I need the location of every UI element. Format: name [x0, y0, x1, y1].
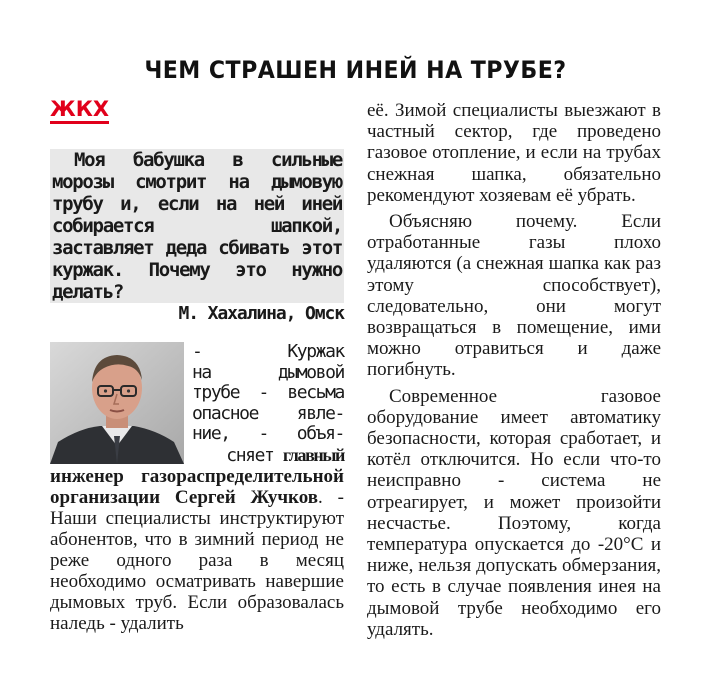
- answer-paragraph-2: Объясняю почему. Если отработанные газы плохо удаляются (а снежная шапка как раз этому способствует), следовательно, они могут возвращаться в помещение, ими можно отравиться и даже погибнуть.: [367, 211, 661, 381]
- right-column: [367, 100, 661, 645]
- answer-intro-line: [192, 445, 344, 467]
- reader-question: Моя бабушка в сильные морозы смотрит на дымовую трубу и, если на ней иней собирается шапкой, заставляет деда сбивать этот куржак. Почему это нужно делать?: [52, 149, 342, 303]
- answer-intro-line: на дымовой: [192, 361, 344, 383]
- answer-intro-line: - Куржак: [192, 341, 344, 362]
- answer-intro: [192, 342, 344, 466]
- question-author: М. Хахалина, Омск: [178, 303, 344, 324]
- rubric-label: ЖКХ: [50, 99, 109, 124]
- answer-intro-tail: сняет: [226, 444, 274, 466]
- answer-body: [50, 466, 344, 634]
- answer-intro-line: опасное явле-: [192, 402, 344, 424]
- headline: ЧЕМ СТРАШЕН ИНЕЙ НА ТРУБЕ?: [144, 56, 567, 84]
- expert-title: инженер газораспределительной организации Сергей Жучков: [50, 466, 344, 508]
- answer-paragraph-3: Современное газовое оборудование имеет автоматику безопасности, которая сработает, и котёл отключится. Но если что-то неисправно - система не отреагирует, и может произойти несчастье. Поэтому, когда температура опускается до -20°С и ниже, нельзя допускать обмерзания, то есть в случае появления инея на дымовой трубе необходимо его удалять.: [367, 385, 661, 640]
- expert-title-start: главный: [282, 444, 344, 465]
- answer-intro-line: ние, - объя-: [192, 423, 344, 444]
- answer-intro-block: [50, 342, 344, 466]
- expert-photo: [50, 342, 184, 464]
- answer-intro-line: трубе - весьма: [192, 382, 344, 403]
- left-column: [50, 140, 344, 634]
- answer-paragraph-1: её. Зимой специалисты выезжают в частный сектор, где проведено газовое отопление, и если на трубах снежная шапка, обязательно рекомендуют хозяевам её убрать.: [367, 100, 661, 206]
- man-portrait-icon: [50, 342, 184, 464]
- answer-continuation: . - Наши специалисты инструктируют абонентов, что в зимний период не реже одного раза в месяц необходимо осматривать навершие дымовых труб. Если образовалась наледь - удалить: [50, 487, 344, 634]
